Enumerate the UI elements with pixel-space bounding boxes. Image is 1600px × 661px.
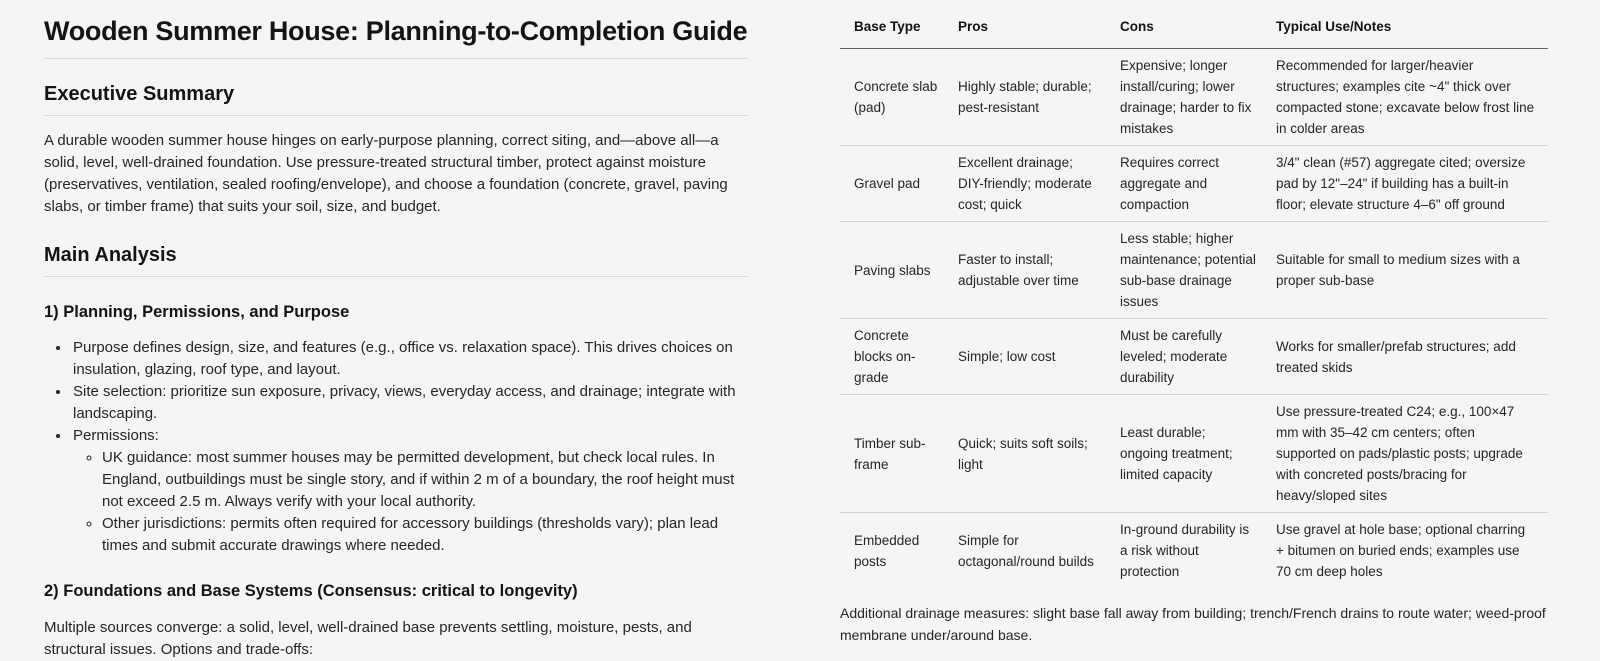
table-row (840, 49, 1548, 146)
list-item: ◦ Other jurisdictions: permits often required for accessory buildings (thresholds vary); plan lead times and submit accurate drawings where needed. (102, 513, 748, 557)
cell-pros: Highly stable; durable; pest-resistant (950, 49, 1112, 146)
cell-base-type: Concrete slab (pad) (840, 49, 950, 146)
table-footnote: Additional drainage measures: slight base fall away from building; trench/French drains to route water; weed-proof membrane under/around base. (840, 605, 1546, 643)
table-row (840, 146, 1548, 222)
column-header-cons: Cons (1112, 10, 1268, 49)
section-heading-main-analysis: Main Analysis (44, 242, 748, 277)
subsection-heading-foundations: 2) Foundations and Base Systems (Consensus: critical to longevity) (44, 582, 578, 600)
column-header-base-type: Base Type (840, 10, 950, 49)
executive-summary-paragraph: A durable wooden summer house hinges on early-purpose planning, correct siting, and—above all—a solid, level, well-drained foundation. Use pressure-treated structural timber, protect against moisture (preservatives, ventilation, sealed roofing/envelope), and choose a foundation (concrete, gravel, paving slabs, or timber frame) that suits your soil, size, and budget. (44, 132, 728, 215)
table-header-row (840, 10, 1548, 49)
cell-cons: Least durable; ongoing treatment; limited capacity (1112, 395, 1268, 513)
cell-notes: 3/4" clean (#57) aggregate cited; oversize pad by 12"–24" if building has a built-in floor; elevate structure 4–6" off ground (1268, 146, 1548, 222)
list-item: ◦ UK guidance: most summer houses may be permitted development, but check local rules. In England, outbuildings must be single story, and if within 2 m of a boundary, the roof height must not exceed 2.5 m. Always verify with your local authority. (102, 447, 748, 513)
cell-notes: Works for smaller/prefab structures; add treated skids (1268, 319, 1548, 395)
cell-base-type: Concrete blocks on-grade (840, 319, 950, 395)
section-heading-executive-summary: Executive Summary (44, 81, 748, 116)
subsection-heading-planning: 1) Planning, Permissions, and Purpose (44, 303, 350, 321)
table-row (840, 222, 1548, 319)
document-column (44, 0, 748, 661)
cell-cons: Must be carefully leveled; moderate durability (1112, 319, 1268, 395)
cell-pros: Faster to install; adjustable over time (950, 222, 1112, 319)
cell-pros: Simple for octagonal/round builds (958, 532, 1094, 569)
cell-notes: Recommended for larger/heavier structures; examples cite ~4" thick over compacted stone; excavate below frost line in colder areas (1268, 49, 1548, 146)
table-row (840, 319, 1548, 395)
document-title: Wooden Summer House: Planning-to-Completion Guide (44, 14, 748, 59)
table-row (840, 513, 1548, 589)
cell-notes: Use pressure-treated C24; e.g., 100×47 mm with 35–42 cm centers; often supported on pads/plastic posts; upgrade with concreted posts/bracing for heavy/sloped sites (1268, 395, 1548, 513)
column-header-typical-use: Typical Use/Notes (1268, 10, 1548, 49)
permissions-label: Permissions: (73, 427, 159, 444)
cell-pros: Simple; low cost (950, 319, 1112, 395)
foundations-paragraph: Multiple sources converge: a solid, level, well-drained base prevents settling, moisture, pests, and structural issues. Options and trade-offs: (44, 619, 692, 658)
cell-notes: Suitable for small to medium sizes with a proper sub-base (1268, 222, 1548, 319)
list-item: • Site selection: prioritize sun exposure, privacy, views, everyday access, and drainage; integrate with landscaping. (71, 381, 748, 425)
cell-pros: Quick; suits soft soils; light (950, 395, 1112, 513)
cell-cons: Expensive; longer install/curing; lower drainage; harder to fix mistakes (1112, 49, 1268, 146)
table-column (840, 0, 1548, 646)
foundation-comparison-table (840, 10, 1548, 588)
planning-bullet-list (44, 337, 748, 557)
cell-notes: Use gravel at hole base; optional charring + bitumen on buried ends; examples use 70 cm deep holes (1276, 522, 1526, 579)
cell-base-type: Timber sub-frame (840, 395, 950, 513)
cell-cons: Requires correct aggregate and compaction (1112, 146, 1268, 222)
list-item (71, 425, 748, 557)
cell-cons: In-ground durability is a risk without protection (1120, 522, 1250, 579)
column-header-pros: Pros (950, 10, 1112, 49)
cell-pros: Excellent drainage; DIY-friendly; moderate cost; quick (950, 146, 1112, 222)
permissions-sublist (73, 447, 748, 557)
list-item: • Purpose defines design, size, and features (e.g., office vs. relaxation space). This drives choices on insulation, glazing, roof type, and layout. (71, 337, 748, 381)
cell-cons: Less stable; higher maintenance; potential sub-base drainage issues (1112, 222, 1268, 319)
cell-base-type: Embedded posts (854, 532, 920, 569)
cell-base-type: Paving slabs (840, 222, 950, 319)
cell-base-type: Gravel pad (840, 146, 950, 222)
table-row (840, 395, 1548, 513)
